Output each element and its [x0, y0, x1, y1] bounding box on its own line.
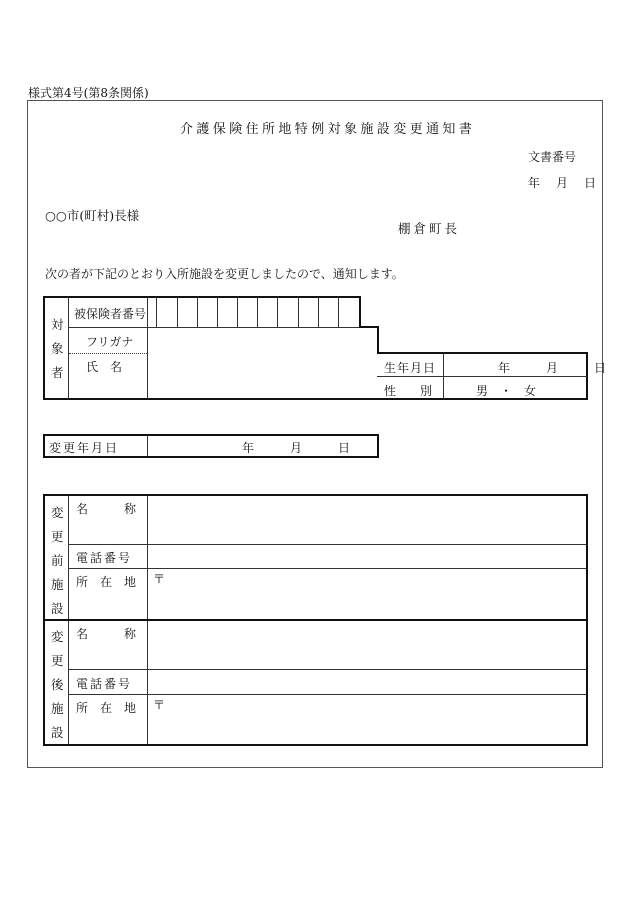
subject-section-char: 者 — [51, 365, 64, 380]
after-phone-label: 電話番号 — [76, 677, 133, 691]
before-section-char: 施 — [51, 577, 64, 592]
doc-number-label: 文書番号 — [528, 150, 577, 164]
sender: 棚倉町長 — [398, 221, 461, 236]
issue-date-label: 年 月 日 — [528, 176, 599, 190]
before-section-char: 更 — [51, 529, 64, 544]
name-label: 氏 名 — [86, 360, 123, 374]
after-postal-mark: 〒 — [153, 698, 166, 712]
sex-value: 男 ・ 女 — [476, 384, 537, 398]
sex-label: 性 別 — [384, 384, 433, 398]
after-section-char: 変 — [51, 629, 64, 644]
after-address-label: 所 在 地 — [76, 701, 137, 715]
after-name-label: 名 称 — [76, 627, 137, 641]
before-section-char: 変 — [51, 505, 64, 520]
after-section-char: 後 — [51, 677, 64, 692]
after-section-char: 設 — [51, 725, 64, 740]
addressee: ○○市(町村)長様 — [45, 208, 140, 223]
after-section-char: 施 — [51, 701, 64, 716]
subject-section-char: 象 — [51, 341, 64, 356]
document-title: 介護保険住所地特例対象施設変更通知書 — [180, 122, 476, 137]
intro-text: 次の者が下記のとおり入所施設を変更しましたので、通知します。 — [45, 267, 404, 281]
before-phone-label: 電話番号 — [76, 551, 133, 565]
before-section-char: 前 — [51, 553, 64, 568]
subject-section-char: 対 — [51, 317, 64, 332]
birthdate-value: 年 月 日 — [498, 361, 607, 375]
before-section-char: 設 — [51, 601, 64, 616]
form-number-label: 様式第4号(第8条関係) — [28, 86, 149, 100]
before-address-label: 所 在 地 — [76, 575, 137, 589]
after-section-char: 更 — [51, 653, 64, 668]
before-name-label: 名 称 — [76, 502, 137, 516]
furigana-label: フリガナ — [86, 335, 134, 349]
change-date-value: 年 月 日 — [242, 441, 351, 455]
change-date-label: 変更年月日 — [49, 441, 120, 455]
birthdate-label: 生年月日 — [384, 361, 437, 375]
insured-number-label: 被保険者番号 — [74, 307, 147, 321]
before-postal-mark: 〒 — [153, 572, 166, 586]
